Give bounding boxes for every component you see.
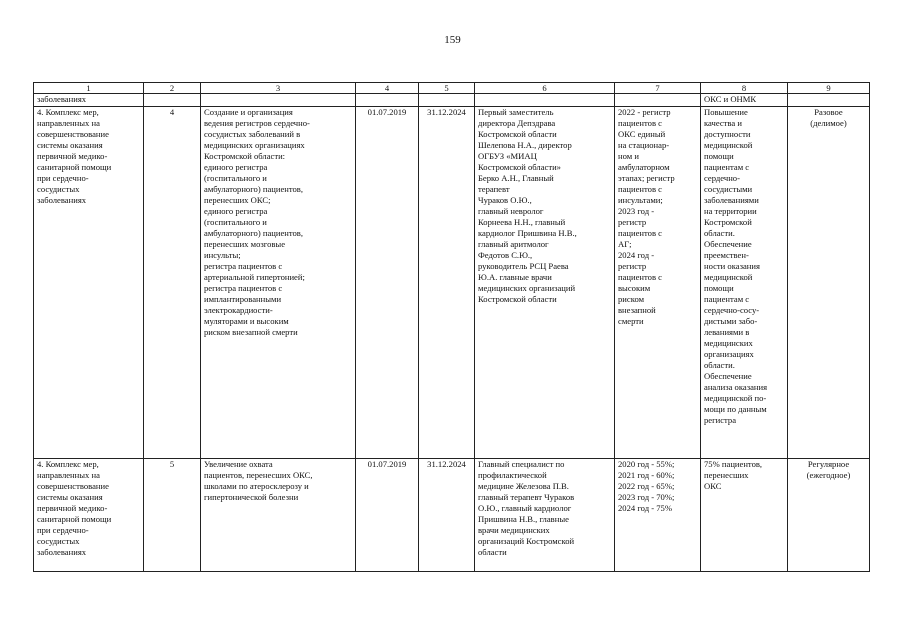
type-cell: Разовое (делимое) bbox=[788, 107, 870, 459]
column-header: 3 bbox=[201, 83, 356, 94]
start-date-cell: 01.07.2019 bbox=[356, 459, 419, 572]
empty-cell bbox=[144, 94, 201, 107]
measure-cell: 4. Комплекс мер, направленных на совершенствование системы оказания первичной медико- санитарной помощи при сердечно- сосудистых заболеваниях bbox=[34, 459, 144, 572]
action-cell: Увеличение охвата пациентов, перенесших ОКС, школами по атеросклерозу и гипертонической болезни bbox=[201, 459, 356, 572]
result-cell: Повышение качества и доступности медицинской помощи пациентам с сердечно- сосудистыми заболеваниями на территории Костромской области. Обеспечение преемствен- ности оказания медицинской помощи пациентам с сердечно-сосу- дистыми забо- леваниями в медицинских организациях области. Обеспечение анализа оказания медицинской по- мощи по данным регистра bbox=[701, 107, 788, 459]
continuation-measure-cell: заболеваниях bbox=[34, 94, 144, 107]
measure-cell: 4. Комплекс мер, направленных на совершенствование системы оказания первичной медико- санитарной помощи при сердечно- сосудистых заболеваниях bbox=[34, 107, 144, 459]
empty-cell bbox=[475, 94, 615, 107]
column-header: 5 bbox=[419, 83, 475, 94]
empty-cell bbox=[788, 94, 870, 107]
column-numbers-row bbox=[34, 83, 870, 94]
column-header: 9 bbox=[788, 83, 870, 94]
empty-cell bbox=[356, 94, 419, 107]
continuation-result-cell: ОКС и ОНМК bbox=[701, 94, 788, 107]
column-header: 8 bbox=[701, 83, 788, 94]
indicator-cell: 2022 - регистр пациентов с ОКС единый на стационар- ном и амбулаторном этапах; регистр пациентов с инсультами; 2023 год - регистр пациентов с АГ; 2024 год - регистр пациентов с высоким риском внезапной смерти bbox=[615, 107, 701, 459]
column-header: 2 bbox=[144, 83, 201, 94]
continuation-row bbox=[34, 94, 870, 107]
result-cell: 75% пациентов, перенесших ОКС bbox=[701, 459, 788, 572]
responsible-cell: Первый заместитель директора Депздрава Костромской области Шелепова Н.А., директор ОГБУЗ «МИАЦ Костромской области» Берко А.Н., Главный терапевт Чураков О.Ю., главный невролог Корнеева Н.Н., главный кардиолог Пришвина Н.В., главный аритмолог Федотов С.Ю., руководитель РСЦ Раева Ю.А. главные врачи медицинских организаций Костромской области bbox=[475, 107, 615, 459]
number-cell: 5 bbox=[144, 459, 201, 572]
page-number: 159 bbox=[444, 34, 461, 46]
type-cell: Регулярное (ежегодное) bbox=[788, 459, 870, 572]
end-date-cell: 31.12.2024 bbox=[419, 459, 475, 572]
number-cell: 4 bbox=[144, 107, 201, 459]
indicator-cell: 2020 год - 55%; 2021 год - 60%; 2022 год - 65%; 2023 год - 70%; 2024 год - 75% bbox=[615, 459, 701, 572]
start-date-cell: 01.07.2019 bbox=[356, 107, 419, 459]
table-row bbox=[34, 459, 870, 572]
responsible-cell: Главный специалист по профилактической медицине Железова П.В. главный терапевт Чураков О.Ю., главный кардиолог Пришвина Н.В., главные врачи медицинских организаций Костромской области bbox=[475, 459, 615, 572]
measures-table bbox=[33, 82, 870, 572]
table-row bbox=[34, 107, 870, 459]
empty-cell bbox=[419, 94, 475, 107]
column-header: 4 bbox=[356, 83, 419, 94]
column-header: 7 bbox=[615, 83, 701, 94]
empty-cell bbox=[201, 94, 356, 107]
empty-cell bbox=[615, 94, 701, 107]
column-header: 6 bbox=[475, 83, 615, 94]
end-date-cell: 31.12.2024 bbox=[419, 107, 475, 459]
action-cell: Создание и организация ведения регистров сердечно- сосудистых заболеваний в медицинских организациях Костромской области: единого регистра (госпитального и амбулаторного) пациентов, перенесших ОКС; единого регистра (госпитального и амбулаторного) пациентов, перенесших мозговые инсульты; регистра пациентов с артериальной гипертонией; регистра пациентов с имплантированными электрокардиости- муляторами и высоким риском внезапной смерти bbox=[201, 107, 356, 459]
column-header: 1 bbox=[34, 83, 144, 94]
